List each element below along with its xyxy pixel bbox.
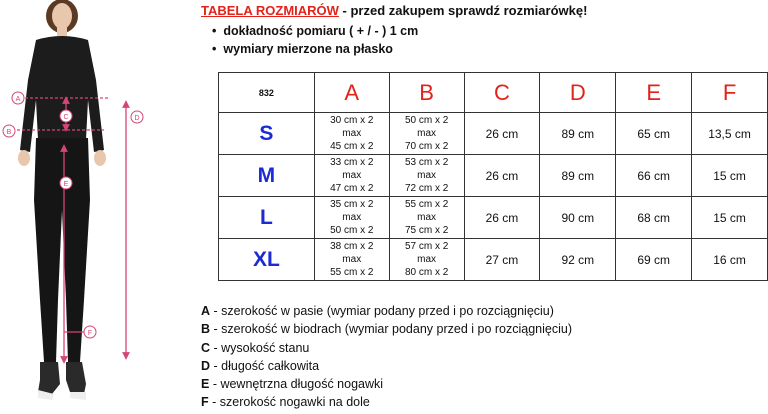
cell-c: 26 cm xyxy=(464,155,540,197)
range-max: 70 cm x 2 xyxy=(404,141,449,152)
cell-d: 89 cm xyxy=(540,155,616,197)
range-sep: max xyxy=(342,212,362,223)
svg-text:F: F xyxy=(87,330,93,337)
marker-e xyxy=(60,177,72,189)
top-shape xyxy=(20,36,104,152)
range-min: 33 cm x 2 xyxy=(330,157,374,168)
range-sep: max xyxy=(342,254,362,265)
note-item: • dokładność pomiaru ( + / - ) 1 cm xyxy=(212,22,418,40)
leggings-shape xyxy=(34,138,93,362)
cell-f: 13,5 cm xyxy=(692,113,768,155)
left-shoe xyxy=(38,362,60,394)
range-max: 47 cm x 2 xyxy=(330,183,374,194)
range-sep: max xyxy=(417,254,437,265)
size-table xyxy=(218,72,768,281)
range-max: 50 cm x 2 xyxy=(330,225,374,236)
range-min: 53 cm x 2 xyxy=(404,157,449,168)
cell-e: 68 cm xyxy=(616,197,692,239)
title-red: TABELA ROZMIARÓW xyxy=(201,3,339,18)
table-row xyxy=(219,155,768,197)
cell-f: 16 cm xyxy=(692,239,768,281)
cell-c: 26 cm xyxy=(464,197,540,239)
title-rest: - przed zakupem sprawdź rozmiarówkę! xyxy=(338,3,588,18)
cell-d: 90 cm xyxy=(540,197,616,239)
measurement-legend xyxy=(201,302,572,412)
column-header-f: F xyxy=(692,73,768,113)
marker-f xyxy=(84,326,96,338)
cell-a xyxy=(314,155,389,197)
marker-c xyxy=(60,110,72,122)
cell-a xyxy=(314,197,389,239)
face-shape xyxy=(52,3,72,29)
table-header-row xyxy=(219,73,768,113)
cell-f: 15 cm xyxy=(692,197,768,239)
column-header-c: C xyxy=(464,73,540,113)
cell-b xyxy=(389,197,464,239)
model-illustration xyxy=(0,0,150,414)
note-item: • wymiary mierzone na płasko xyxy=(212,40,418,58)
range-min: 30 cm x 2 xyxy=(330,115,374,126)
cell-a xyxy=(314,113,389,155)
cell-e: 65 cm xyxy=(616,113,692,155)
marker-d xyxy=(131,111,143,123)
range-max: 72 cm x 2 xyxy=(404,183,449,194)
column-header-e: E xyxy=(616,73,692,113)
table-row xyxy=(219,113,768,155)
size-label: XL xyxy=(219,239,315,281)
column-header-b: B xyxy=(389,73,464,113)
cell-e: 66 cm xyxy=(616,155,692,197)
model-figure xyxy=(0,0,150,414)
cell-c: 26 cm xyxy=(464,113,540,155)
range-min: 35 cm x 2 xyxy=(330,199,374,210)
cell-a xyxy=(314,239,389,281)
range-sep: max xyxy=(417,212,437,223)
column-header-d: D xyxy=(540,73,616,113)
legend-item: C - wysokość stanu xyxy=(201,340,310,355)
cell-b xyxy=(389,113,464,155)
cell-d: 89 cm xyxy=(540,113,616,155)
range-min: 57 cm x 2 xyxy=(404,241,449,252)
notes-list xyxy=(212,22,418,58)
table-row xyxy=(219,239,768,281)
range-min: 38 cm x 2 xyxy=(330,241,374,252)
table-row xyxy=(219,197,768,239)
range-sep: max xyxy=(417,128,437,139)
range-max: 75 cm x 2 xyxy=(404,225,449,236)
size-label: L xyxy=(219,197,315,239)
product-code: 832 xyxy=(219,73,315,113)
range-max: 45 cm x 2 xyxy=(330,141,374,152)
marker-a xyxy=(12,92,24,104)
svg-text:C: C xyxy=(63,114,69,121)
range-sep: max xyxy=(342,128,362,139)
range-min: 55 cm x 2 xyxy=(404,199,449,210)
legend-item: F - szerokość nogawki na dole xyxy=(201,395,370,410)
range-sep: max xyxy=(417,170,437,181)
range-sep: max xyxy=(342,170,362,181)
size-label: M xyxy=(219,155,315,197)
svg-text:A: A xyxy=(15,96,21,103)
svg-text:E: E xyxy=(63,181,69,188)
range-max: 55 cm x 2 xyxy=(330,267,374,278)
cell-b xyxy=(389,239,464,281)
page-title xyxy=(201,3,587,18)
svg-text:B: B xyxy=(6,129,12,136)
cell-c: 27 cm xyxy=(464,239,540,281)
marker-b xyxy=(3,125,15,137)
size-label: S xyxy=(219,113,315,155)
svg-text:D: D xyxy=(134,115,140,122)
cell-d: 92 cm xyxy=(540,239,616,281)
cell-e: 69 cm xyxy=(616,239,692,281)
range-min: 50 cm x 2 xyxy=(404,115,449,126)
legend-item: B - szerokość w biodrach (wymiar podany przed i po rozciągnięciu) xyxy=(201,322,572,337)
column-header-a: A xyxy=(314,73,389,113)
legend-item: D - długość całkowita xyxy=(201,358,320,373)
legend-item: E - wewnętrzna długość nogawki xyxy=(201,377,384,392)
range-max: 80 cm x 2 xyxy=(404,267,449,278)
cell-b xyxy=(389,155,464,197)
right-shoe xyxy=(66,362,86,394)
cell-f: 15 cm xyxy=(692,155,768,197)
legend-item: A - szerokość w pasie (wymiar podany przed i po rozciągnięciu) xyxy=(201,304,554,318)
